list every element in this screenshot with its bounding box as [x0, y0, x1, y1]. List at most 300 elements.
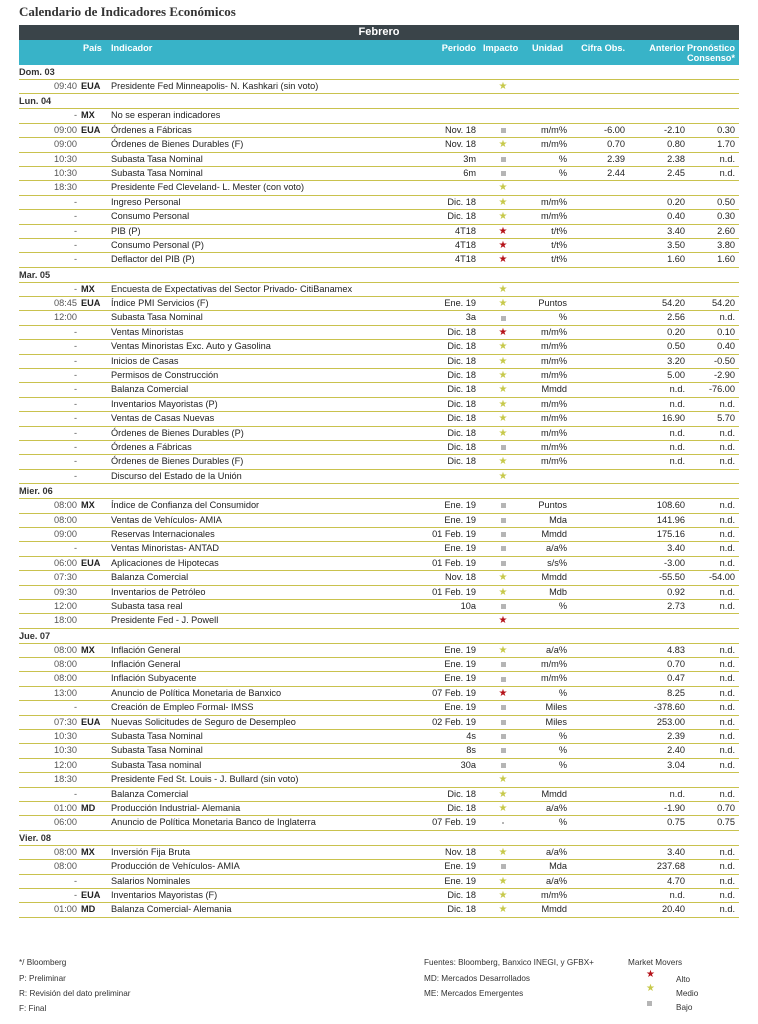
cell-time: 09:00 — [54, 124, 77, 135]
cell-periodo: 07 Feb. 19 — [432, 817, 476, 828]
cell-unidad: % — [558, 817, 567, 828]
table-row — [19, 759, 739, 773]
cell-time: - — [73, 239, 77, 250]
cell-unidad: m/m% — [540, 673, 567, 684]
impact-medium-icon: ★ — [498, 81, 508, 92]
cell-pronostico: -54.00 — [708, 572, 735, 583]
cell-anterior: 8.25 — [667, 687, 685, 698]
impact-low-icon — [489, 441, 517, 454]
cell-time: 09:40 — [54, 81, 77, 91]
impact-low-icon — [489, 860, 517, 873]
impact-low-icon — [489, 730, 517, 743]
cell-pronostico: -2.90 — [714, 370, 735, 381]
cell-time: - — [73, 456, 77, 467]
cell-time: 01:00 — [54, 904, 77, 915]
cell-periodo: 4s — [466, 731, 476, 742]
table-row — [19, 153, 739, 167]
impact-high-icon: ★ — [498, 326, 508, 338]
cell-indicador: Encuesta de Expectativas del Sector Privado- CitiBanamex — [111, 283, 353, 294]
cell-pronostico: n.d. — [719, 441, 735, 452]
cell-time: - — [73, 543, 77, 554]
impact-high-icon: ★ — [498, 687, 508, 699]
cell-pais: EUA — [81, 81, 101, 91]
cell-anterior: 0.40 — [667, 211, 685, 222]
legend-bajo: Bajo — [676, 1003, 693, 1012]
cell-indicador: Producción de Vehículos- AMIA — [111, 861, 240, 872]
cell-time: 12:00 — [54, 759, 77, 770]
cell-time: 12:00 — [54, 312, 77, 323]
cell-periodo: Dic. 18 — [447, 802, 476, 813]
cell-pais: EUA — [81, 124, 101, 135]
table-row — [19, 614, 739, 628]
sources-text: Fuentes: Bloomberg, Banxico INEGI, y GFBX+ — [424, 958, 594, 967]
cell-periodo: Dic. 18 — [447, 370, 476, 381]
cell-anterior: 2.39 — [667, 731, 685, 742]
impact-low-icon — [489, 672, 517, 685]
impact-low-icon — [489, 557, 517, 570]
cell-unidad: Puntos — [538, 298, 567, 309]
cell-anterior: n.d. — [669, 788, 685, 799]
cell-time: 07:30 — [54, 716, 77, 727]
impact-medium-icon: ★ — [498, 889, 508, 901]
cell-pronostico: 0.40 — [717, 341, 735, 352]
col-periodo: Periodo — [441, 43, 476, 53]
cell-time: - — [73, 110, 77, 121]
cell-anterior: 2.45 — [667, 167, 685, 178]
cell-unidad: s/s% — [547, 557, 567, 568]
cell-indicador: Órdenes a Fábricas — [111, 124, 192, 135]
cell-pronostico: 3.80 — [717, 239, 735, 250]
cell-time: 08:00 — [54, 673, 77, 684]
table-row — [19, 860, 739, 874]
cell-indicador: Inversión Fija Bruta — [111, 846, 191, 857]
md-text: MD: Mercados Desarrollados — [424, 974, 531, 983]
table-row — [19, 802, 739, 816]
impact-medium-icon: ★ — [498, 211, 508, 223]
cell-pronostico: n.d. — [719, 312, 735, 323]
cell-anterior: n.d. — [669, 441, 685, 452]
col-pais: País — [83, 43, 102, 53]
cell-cifra: 2.39 — [607, 153, 625, 164]
note-bloomberg: */ Bloomberg — [19, 958, 67, 967]
cell-anterior: n.d. — [669, 456, 685, 467]
cell-periodo: Ene. 19 — [444, 500, 476, 511]
impact-medium-icon: ★ — [498, 341, 508, 353]
cell-pronostico: n.d. — [719, 731, 735, 742]
cell-periodo: 3m — [463, 153, 476, 164]
cell-pronostico: 0.30 — [717, 211, 735, 222]
cell-cifra: 0.70 — [607, 139, 625, 150]
table-row — [19, 412, 739, 426]
cell-unidad: m/m% — [540, 139, 567, 150]
cell-time: 08:45 — [54, 298, 77, 309]
cell-indicador: Subasta tasa real — [111, 600, 183, 611]
table-row — [19, 311, 739, 325]
cell-indicador: Presidente Fed Minneapolis- N. Kashkari (sin voto) — [111, 81, 319, 91]
cell-time: 10:30 — [54, 745, 77, 756]
cell-indicador: Ventas Minoristas Exc. Auto y Gasolina — [111, 341, 271, 352]
cell-periodo: Dic. 18 — [447, 889, 476, 900]
cell-unidad: Mmdd — [541, 572, 567, 583]
table-row — [19, 80, 739, 94]
cell-unidad: t/t% — [551, 254, 567, 265]
cell-anterior: 108.60 — [656, 500, 685, 511]
cell-pronostico: -76.00 — [708, 384, 735, 395]
cell-unidad: m/m% — [540, 456, 567, 467]
table-row — [19, 383, 739, 397]
cell-indicador: Ventas Minoristas- ANTAD — [111, 543, 220, 554]
cell-pronostico: n.d. — [719, 456, 735, 467]
cell-pronostico: 2.60 — [717, 225, 735, 236]
section-header: Lun. 04 — [19, 94, 739, 109]
legend-medio-icon: ★ — [646, 983, 655, 994]
cell-pronostico: n.d. — [719, 528, 735, 539]
cell-pais: EUA — [81, 557, 101, 568]
legend-alto-icon: ★ — [646, 969, 655, 980]
legend-bajo-icon — [647, 999, 652, 1008]
cell-time: 09:30 — [54, 586, 77, 597]
cell-pais: EUA — [81, 298, 101, 309]
cell-periodo: Ene. 19 — [444, 514, 476, 525]
cell-anterior: 175.16 — [656, 528, 685, 539]
cell-anterior: -1.90 — [664, 802, 685, 813]
cell-time: - — [73, 470, 77, 481]
cell-indicador: Nuevas Solicitudes de Seguro de Desempleo — [111, 716, 296, 727]
cell-indicador: Ventas Minoristas — [111, 326, 184, 337]
impact-medium-icon: ★ — [498, 774, 508, 786]
cell-pais: MD — [81, 904, 96, 915]
cell-indicador: Inflación Subyacente — [111, 673, 197, 684]
cell-pronostico: n.d. — [719, 673, 735, 684]
cell-unidad: m/m% — [540, 889, 567, 900]
cell-indicador: Consumo Personal — [111, 211, 190, 222]
impact-low-icon — [489, 528, 517, 541]
cell-unidad: m/m% — [540, 196, 567, 207]
cell-cifra: 2.44 — [607, 167, 625, 178]
section-header: Jue. 07 — [19, 629, 739, 644]
cell-periodo: Nov. 18 — [445, 846, 476, 857]
table-row — [19, 788, 739, 802]
cell-periodo: 02 Feb. 19 — [432, 716, 476, 727]
cell-periodo: Ene. 19 — [444, 543, 476, 554]
cell-periodo: Dic. 18 — [447, 788, 476, 799]
table-row — [19, 816, 739, 830]
table-row — [19, 571, 739, 585]
table-row — [19, 875, 739, 889]
cell-unidad: % — [558, 745, 567, 756]
cell-pronostico: 0.75 — [717, 817, 735, 828]
impact-low-icon — [489, 542, 517, 555]
cell-pronostico: n.d. — [719, 543, 735, 554]
table-row — [19, 744, 739, 758]
cell-pronostico: n.d. — [719, 427, 735, 438]
cell-pais: EUA — [81, 716, 101, 727]
cell-pais: MX — [81, 644, 95, 655]
cell-anterior: n.d. — [669, 384, 685, 395]
cell-pronostico: -0.50 — [714, 355, 735, 366]
cell-anterior: 3.04 — [667, 759, 685, 770]
cell-pronostico: 1.70 — [717, 139, 735, 150]
cell-unidad: % — [558, 312, 567, 323]
cell-anterior: 0.20 — [667, 196, 685, 207]
cell-time: - — [73, 384, 77, 395]
impact-low-icon — [489, 658, 517, 671]
cell-indicador: Ventas de Vehículos- AMIA — [111, 514, 222, 525]
cell-time: 06:00 — [54, 557, 77, 568]
cell-periodo: 30a — [460, 759, 476, 770]
impact-medium-icon: ★ — [498, 398, 508, 410]
cell-anterior: 0.70 — [667, 659, 685, 670]
me-text: ME: Mercados Emergentes — [424, 989, 524, 998]
cell-unidad: a/a% — [546, 875, 567, 886]
cell-pais: MX — [81, 846, 95, 857]
section-header: Dom. 03 — [19, 65, 739, 80]
cell-indicador: Subasta Tasa Nominal — [111, 312, 203, 323]
cell-pronostico: n.d. — [719, 153, 735, 164]
cell-indicador: Deflactor del PIB (P) — [111, 254, 195, 265]
cell-indicador: Subasta Tasa Nominal — [111, 745, 203, 756]
cell-periodo: 07 Feb. 19 — [432, 687, 476, 698]
cell-anterior: 3.20 — [667, 355, 685, 366]
cell-pronostico: 0.70 — [717, 802, 735, 813]
cell-anterior: 16.90 — [662, 413, 685, 424]
cell-pronostico: n.d. — [719, 659, 735, 670]
cell-pronostico: n.d. — [719, 398, 735, 409]
impact-high-icon: ★ — [498, 254, 508, 266]
cell-periodo: Dic. 18 — [447, 456, 476, 467]
table-row — [19, 369, 739, 383]
cell-anterior: 141.96 — [656, 514, 685, 525]
cell-periodo: Nov. 18 — [445, 572, 476, 583]
cell-unidad: t/t% — [551, 225, 567, 236]
col-indicador: Indicador — [111, 43, 153, 53]
cell-time: 18:30 — [54, 774, 77, 785]
cell-time: - — [73, 427, 77, 438]
cell-unidad: a/a% — [546, 543, 567, 554]
impact-medium-icon: ★ — [498, 370, 508, 382]
cell-unidad: m/m% — [540, 398, 567, 409]
table-row — [19, 499, 739, 513]
cell-unidad: Miles — [545, 702, 567, 713]
cell-indicador: Anuncio de Política Monetaria Banco de Inglaterra — [111, 817, 316, 828]
cell-periodo: 4T18 — [455, 225, 476, 236]
table-row — [19, 557, 739, 571]
impact-medium-icon: ★ — [498, 283, 508, 295]
cell-anterior: -3.00 — [664, 557, 685, 568]
cell-indicador: Inicios de Casas — [111, 355, 179, 366]
table-row — [19, 181, 739, 195]
cell-unidad: % — [558, 600, 567, 611]
cell-indicador: Índice de Confianza del Consumidor — [111, 500, 260, 511]
cell-periodo: 01 Feb. 19 — [432, 528, 476, 539]
cell-unidad: Mmdd — [541, 904, 567, 915]
cell-periodo: Ene. 19 — [444, 659, 476, 670]
cell-time: 10:30 — [54, 731, 77, 742]
impact-high-icon: ★ — [498, 239, 508, 251]
cell-unidad: m/m% — [540, 211, 567, 222]
cell-time: - — [73, 355, 77, 366]
cell-anterior: 0.92 — [667, 586, 685, 597]
column-headers — [19, 40, 739, 65]
impact-medium-icon: ★ — [498, 413, 508, 425]
cell-indicador: Índice PMI Servicios (F) — [111, 298, 209, 309]
cell-anterior: 0.75 — [667, 817, 685, 828]
cell-periodo: Dic. 18 — [447, 326, 476, 337]
table-row — [19, 109, 739, 123]
cell-unidad: % — [558, 731, 567, 742]
cell-periodo: Dic. 18 — [447, 384, 476, 395]
impact-high-icon: ★ — [498, 615, 508, 627]
cell-pronostico: n.d. — [719, 702, 735, 713]
note-preliminar: P: Preliminar — [19, 974, 66, 983]
cell-indicador: Inflación General — [111, 659, 181, 670]
cell-unidad: a/a% — [546, 802, 567, 813]
cell-time: - — [73, 341, 77, 352]
col-impacto: Impacto — [483, 43, 519, 53]
cell-indicador: Subasta Tasa Nominal — [111, 731, 203, 742]
cell-periodo: Dic. 18 — [447, 904, 476, 915]
impact-medium-icon: ★ — [498, 846, 508, 858]
cell-pais: MD — [81, 802, 96, 813]
table-row — [19, 470, 739, 484]
cell-unidad: Mda — [549, 861, 567, 872]
table-row — [19, 225, 739, 239]
cell-cifra: -6.00 — [604, 124, 625, 135]
cell-anterior: 0.50 — [667, 341, 685, 352]
cell-indicador: Órdenes a Fábricas — [111, 441, 192, 452]
cell-time: 07:30 — [54, 572, 77, 583]
cell-unidad: Mdb — [549, 586, 567, 597]
table-row — [19, 297, 739, 311]
impact-low-icon — [489, 124, 517, 137]
cell-anterior: -55.50 — [658, 572, 685, 583]
impact-medium-icon: ★ — [498, 456, 508, 468]
cell-anterior: -378.60 — [653, 702, 685, 713]
cell-anterior: -2.10 — [664, 124, 685, 135]
table-row — [19, 355, 739, 369]
cell-time: 06:00 — [54, 817, 77, 828]
cell-pronostico: n.d. — [719, 500, 735, 511]
cell-periodo: Ene. 19 — [444, 875, 476, 886]
cell-indicador: Creación de Empleo Formal- IMSS — [111, 702, 254, 713]
cell-indicador: Inventarios Mayoristas (F) — [111, 889, 218, 900]
cell-indicador: Presidente Fed - J. Powell — [111, 615, 219, 626]
impact-low-icon — [489, 600, 517, 613]
cell-indicador: Balanza Comercial- Alemania — [111, 904, 232, 915]
cell-time: 08:00 — [54, 644, 77, 655]
table-row — [19, 239, 739, 253]
cell-anterior: 4.83 — [667, 644, 685, 655]
impact-medium-icon: ★ — [498, 196, 508, 208]
cell-unidad: m/m% — [540, 341, 567, 352]
cell-periodo: Ene. 19 — [444, 644, 476, 655]
impact-high-icon: ★ — [498, 225, 508, 237]
cell-time: 18:30 — [54, 182, 77, 193]
impact-low-icon — [489, 499, 517, 512]
cell-anterior: 237.68 — [656, 861, 685, 872]
month-header: Febrero — [19, 25, 739, 40]
table-row — [19, 672, 739, 686]
cell-time: 08:00 — [54, 659, 77, 670]
cell-indicador: Ventas de Casas Nuevas — [111, 413, 215, 424]
cell-time: - — [73, 254, 77, 265]
cell-unidad: m/m% — [540, 413, 567, 424]
cell-periodo: 6m — [463, 167, 476, 178]
cell-pronostico: n.d. — [719, 861, 735, 872]
cell-indicador: Consumo Personal (P) — [111, 239, 204, 250]
cell-anterior: 253.00 — [656, 716, 685, 727]
cell-time: - — [73, 702, 77, 713]
cell-time: 08:00 — [54, 500, 77, 511]
cell-unidad: a/a% — [546, 846, 567, 857]
table-row — [19, 903, 739, 917]
cell-anterior: 4.70 — [667, 875, 685, 886]
cell-pronostico: 5.70 — [717, 413, 735, 424]
cell-time: 09:00 — [54, 139, 77, 150]
cell-pais: MX — [81, 110, 95, 121]
cell-anterior: 0.80 — [667, 139, 685, 150]
table-row — [19, 210, 739, 224]
impact-medium-icon: ★ — [498, 355, 508, 367]
cell-periodo: Ene. 19 — [444, 702, 476, 713]
cell-periodo: Nov. 18 — [445, 124, 476, 135]
cell-time: 10:30 — [54, 167, 77, 178]
cell-unidad: Mda — [549, 514, 567, 525]
cell-pronostico: n.d. — [719, 586, 735, 597]
cell-indicador: Ingreso Personal — [111, 196, 181, 207]
cell-anterior: 0.20 — [667, 326, 685, 337]
col-anterior: Anterior — [649, 43, 685, 53]
cell-indicador: Órdenes de Bienes Durables (P) — [111, 427, 244, 438]
cell-indicador: Inventarios de Petróleo — [111, 586, 206, 597]
cell-unidad: a/a% — [546, 644, 567, 655]
table-row — [19, 644, 739, 658]
cell-periodo: 01 Feb. 19 — [432, 557, 476, 568]
cell-time: - — [73, 875, 77, 886]
cell-time: - — [73, 788, 77, 799]
cell-periodo: 4T18 — [455, 254, 476, 265]
cell-time: - — [73, 441, 77, 452]
cell-unidad: m/m% — [540, 427, 567, 438]
table-body — [19, 65, 739, 918]
cell-pais: MX — [81, 500, 95, 511]
section-header: Mar. 05 — [19, 268, 739, 283]
cell-periodo: Dic. 18 — [447, 427, 476, 438]
cell-time: - — [73, 225, 77, 236]
impact-low-icon — [489, 701, 517, 714]
cell-time: - — [73, 211, 77, 222]
impact-low-icon — [489, 167, 517, 180]
cell-anterior: 3.50 — [667, 239, 685, 250]
table-row — [19, 658, 739, 672]
cell-periodo: Dic. 18 — [447, 413, 476, 424]
cell-indicador: Subasta Tasa Nominal — [111, 153, 203, 164]
impact-medium-icon: ★ — [498, 572, 508, 584]
cell-pronostico: 54.20 — [712, 298, 735, 309]
cell-indicador: Balanza Comercial — [111, 572, 189, 583]
cell-unidad: Mmdd — [541, 528, 567, 539]
table-row — [19, 340, 739, 354]
impact-medium-icon: ★ — [498, 875, 508, 887]
impact-medium-icon: ★ — [498, 298, 508, 310]
cell-anterior: 3.40 — [667, 225, 685, 236]
cell-time: 08:00 — [54, 514, 77, 525]
indicators-table — [19, 25, 739, 918]
cell-pronostico: n.d. — [719, 557, 735, 568]
cell-indicador: No se esperan indicadores — [111, 110, 221, 121]
table-row — [19, 773, 739, 787]
cell-time: - — [73, 398, 77, 409]
